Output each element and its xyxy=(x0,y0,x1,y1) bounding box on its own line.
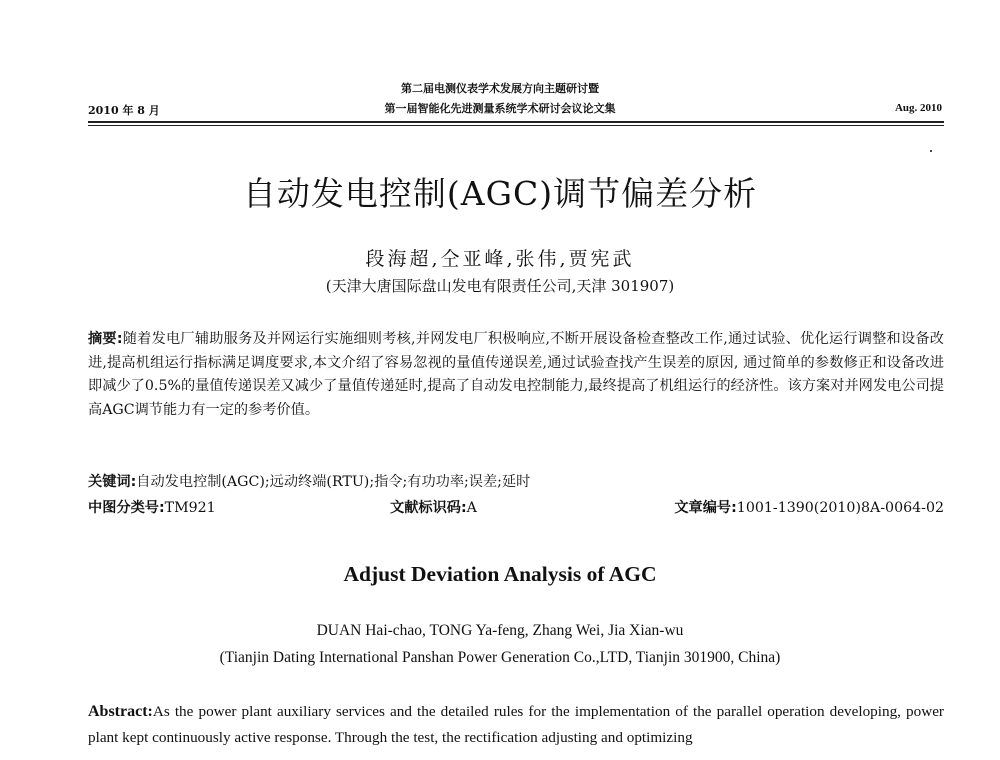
authors-cn: 段海超,仝亚峰,张伟,贾宪武 xyxy=(365,248,635,270)
keywords xyxy=(88,471,944,495)
doc-code-label: 文献标识码: xyxy=(390,500,467,516)
header-rule-thick xyxy=(88,121,944,123)
authors-en: DUAN Hai-chao, TONG Ya-feng, Zhang Wei, Jia Xian-wu xyxy=(316,622,684,639)
header-date-cn: 2010 年 8 月 xyxy=(88,104,160,117)
doc-code-value: A xyxy=(466,500,477,516)
paper-title-en: Adjust Deviation Analysis of AGC xyxy=(343,562,657,586)
header-date-en: Aug. 2010 xyxy=(894,102,942,114)
abstract-en-text: As the power plant auxiliary services and the detailed rules for the implementation of the parallel operation developing, power plant kept continuously active response. Through the test, the rectification adjusting and optimizing xyxy=(88,703,944,746)
clc-label: 中图分类号: xyxy=(88,500,165,516)
article-no-field xyxy=(674,497,944,517)
affiliation-cn: (天津大唐国际盘山发电有限责任公司,天津 301907) xyxy=(325,277,675,295)
conference-title-line-1: 第二届电测仪表学术发展方向主题研讨暨 xyxy=(401,82,599,95)
conference-title-line-2: 第一届智能化先进测量系统学术研讨会议论文集 xyxy=(384,102,616,115)
abstract-en xyxy=(88,699,944,750)
clc-field xyxy=(88,497,216,517)
doc-code-field xyxy=(390,497,477,517)
keywords-text: 自动发电控制(AGC);远动终端(RTU);指令;有功功率;误差;延时 xyxy=(136,474,531,490)
clc-value: TM921 xyxy=(164,500,216,516)
keywords-label: 关键词: xyxy=(88,474,137,490)
scan-speck xyxy=(930,150,932,152)
abstract-cn xyxy=(88,328,944,422)
article-no-label: 文章编号: xyxy=(674,500,737,516)
paper-title-cn: 自动发电控制(AGC)调节偏差分析 xyxy=(242,174,758,213)
article-no-value: 1001-1390(2010)8A-0064-02 xyxy=(736,500,944,516)
header-rule-thin xyxy=(88,125,944,126)
abstract-cn-label: 摘要: xyxy=(88,331,123,347)
abstract-en-label: Abstract: xyxy=(88,703,153,720)
abstract-cn-text: 随着发电厂辅助服务及并网运行实施细则考核,并网发电厂积极响应,不断开展设备检查整改工作,通过试验、优化运行调整和设备改进,提高机组运行指标满足调度要求,本文介绍了容易忽视的量值传递误差,通过试验查找产生误差的原因, 通过简单的参数修正和设备改进即减少了0.5%的量值传递误差又减少了量值传递延时,提高了自动发电控制能力,最终提高了机组运行的经济性。该方案对并网发电公司提高AGC调节能力有一定的参考价值。 xyxy=(88,331,944,418)
affiliation-en: (Tianjin Dating International Panshan Power Generation Co.,LTD, Tianjin 301900, China) xyxy=(219,649,781,666)
